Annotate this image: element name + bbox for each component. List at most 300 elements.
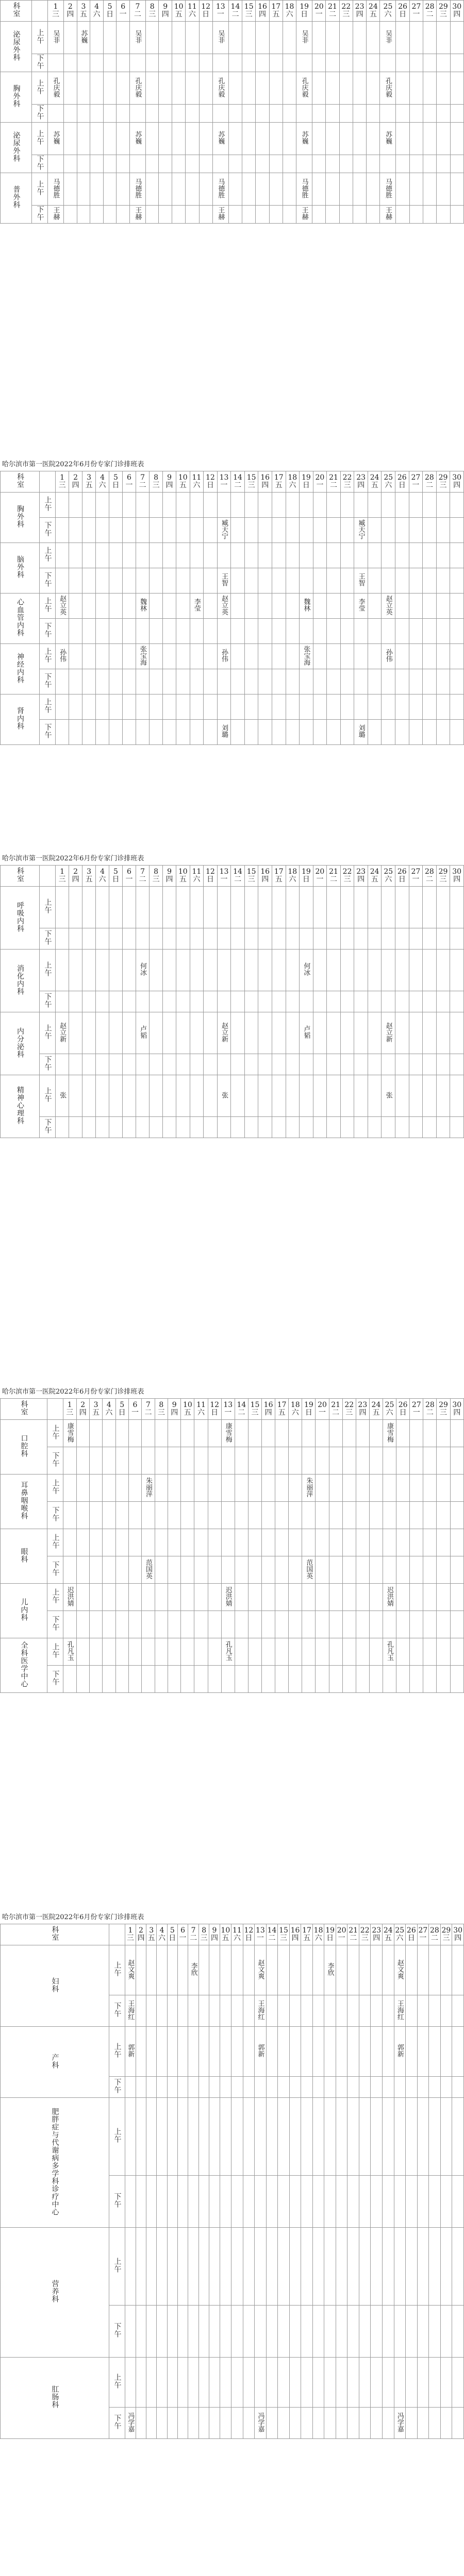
schedule-cell (243, 2228, 255, 2306)
schedule-cell (244, 928, 258, 950)
schedule-cell (289, 1611, 302, 1638)
schedule-cell (163, 720, 176, 745)
date-number: 25 (385, 1401, 394, 1409)
schedule-cell (258, 991, 272, 1012)
date-number: 9 (167, 473, 172, 482)
pm-label-cell (47, 1556, 63, 1584)
date-header (176, 866, 190, 887)
pm-label: 下午 (113, 2193, 122, 2208)
schedule-cell (380, 123, 396, 155)
date-number: 2 (68, 3, 73, 11)
date-number: 20 (318, 1401, 327, 1409)
schedule-cell (82, 991, 96, 1012)
schedule-cell (283, 105, 296, 123)
schedule-cell (255, 2077, 267, 2098)
schedule-cell (450, 694, 464, 720)
am-label: 上午 (36, 180, 44, 196)
schedule-cell (395, 644, 409, 669)
schedule-cell (410, 1447, 423, 1475)
schedule-cell (242, 22, 256, 54)
schedule-cell (77, 22, 90, 54)
schedule-cell (128, 1447, 141, 1475)
schedule-cell (243, 1995, 255, 2027)
weekday: 五 (275, 875, 283, 884)
schedule-cell (168, 1502, 181, 1529)
schedule-cell (163, 518, 176, 543)
date-header (190, 866, 204, 887)
schedule-cell (256, 206, 269, 224)
schedule-cell (354, 568, 368, 594)
schedule-cell (436, 669, 450, 694)
schedule-cell (301, 2408, 313, 2439)
schedule-cell (382, 928, 395, 950)
schedule-cell (145, 173, 159, 206)
schedule-cell (63, 1420, 77, 1447)
date-number: 8 (154, 868, 159, 876)
schedule-cell (167, 1995, 177, 2027)
date-header (383, 1399, 396, 1420)
schedule-cell (450, 72, 463, 105)
schedule-cell (256, 72, 269, 105)
schedule-cell (181, 1475, 194, 1502)
schedule-cell (286, 669, 300, 694)
date-number: 21 (329, 868, 338, 876)
schedule-cell (64, 123, 77, 155)
schedule-cell (275, 1447, 289, 1475)
table-row (1, 1447, 464, 1475)
schedule-cell (208, 1420, 221, 1447)
date-number: 6 (127, 868, 131, 876)
am-label-cell (40, 594, 56, 619)
date-number: 17 (302, 1926, 311, 1935)
schedule-cell (163, 669, 176, 694)
schedule-cell (452, 1995, 464, 2027)
date-header (199, 1924, 209, 1945)
schedule-cell (231, 493, 245, 518)
weekday: 四 (453, 1409, 461, 1417)
pm-label: 下午 (51, 1561, 60, 1577)
schedule-cell (199, 1995, 209, 2027)
schedule-cell (168, 1420, 181, 1447)
schedule-cell (395, 720, 409, 745)
weekday: 二 (332, 1409, 340, 1417)
schedule-cell (231, 887, 245, 928)
table-row (1, 1529, 464, 1556)
schedule-cell (208, 1529, 221, 1556)
doctor-name: 吴非 (384, 30, 392, 43)
schedule-cell (327, 887, 341, 928)
pm-label: 下午 (113, 2002, 122, 2018)
doctor-name: 王赫 (300, 207, 308, 220)
schedule-cell (339, 173, 353, 206)
schedule-cell (117, 22, 130, 54)
doctor-name: 赵立新 (384, 1022, 392, 1042)
schedule-cell (256, 155, 269, 173)
pm-label: 下午 (113, 2323, 122, 2338)
schedule-cell (77, 155, 90, 173)
schedule-cell (395, 594, 409, 619)
schedule-cell (409, 1012, 423, 1054)
schedule-cell (313, 669, 327, 694)
schedule-cell (316, 1529, 329, 1556)
schedule-cell (396, 72, 409, 105)
schedule-cell (220, 2408, 231, 2439)
schedule-cell (96, 493, 109, 518)
weekday: 一 (125, 481, 133, 489)
schedule-cell (417, 2408, 429, 2439)
schedule-cell (243, 2027, 255, 2077)
schedule-cell (437, 1584, 450, 1611)
schedule-cell (342, 1611, 356, 1638)
pm-label-cell (40, 928, 56, 950)
date-number: 28 (429, 1926, 439, 1935)
schedule-cell (136, 2077, 146, 2098)
schedule-cell (354, 950, 368, 991)
date-number: 2 (73, 868, 78, 876)
schedule-cell (142, 1475, 155, 1502)
schedule-cell (383, 2228, 394, 2306)
schedule-cell (142, 1447, 155, 1475)
weekday: 二 (238, 1409, 245, 1417)
schedule-cell (209, 2228, 220, 2306)
schedule-cell (159, 123, 172, 155)
schedule-cell (437, 1447, 450, 1475)
schedule-cell (235, 1638, 248, 1666)
date-number: 16 (258, 3, 267, 11)
schedule-cell (168, 1584, 181, 1611)
schedule-cell (56, 594, 69, 619)
schedule-cell (340, 594, 354, 619)
schedule-cell (300, 568, 313, 594)
date-number: 16 (260, 868, 270, 876)
dept-header-label: 科室 (51, 1926, 59, 1941)
schedule-cell (395, 493, 409, 518)
date-number: 18 (285, 3, 294, 11)
weekday: 六 (98, 875, 106, 884)
date-number: 5 (107, 3, 112, 11)
schedule-cell (286, 543, 300, 568)
schedule-cell (82, 568, 96, 594)
schedule-cell (342, 1584, 356, 1611)
schedule-cell (96, 1075, 109, 1117)
schedule-cell (417, 2358, 429, 2408)
schedule-cell (163, 594, 176, 619)
schedule-cell (316, 1502, 329, 1529)
schedule-cell (255, 2228, 267, 2306)
weekday: 日 (301, 10, 308, 19)
schedule-cell (242, 54, 256, 72)
date-number: 13 (216, 3, 225, 11)
schedule-cell (269, 155, 283, 173)
date-header (369, 1399, 383, 1420)
weekday: 五 (85, 481, 93, 489)
schedule-cell (136, 2098, 146, 2176)
schedule-cell (327, 568, 341, 594)
schedule-cell (258, 1075, 272, 1117)
schedule-cell (159, 206, 172, 224)
date-number: 17 (277, 1401, 287, 1409)
schedule-cell (354, 1054, 368, 1075)
schedule-cell (117, 54, 130, 72)
date-number: 3 (87, 868, 92, 876)
schedule-cell (103, 1475, 115, 1502)
date-header (326, 1, 339, 22)
schedule-cell (115, 1611, 128, 1638)
schedule-cell (177, 2027, 188, 2077)
schedule-cell (437, 155, 450, 173)
schedule-cell (302, 1529, 316, 1556)
dept-name-cell (1, 1584, 47, 1638)
schedule-cell (231, 720, 245, 745)
schedule-cell (90, 173, 104, 206)
pm-label-cell (109, 2176, 125, 2228)
date-number: 26 (398, 3, 408, 11)
schedule-cell (243, 2176, 255, 2228)
schedule-cell (103, 1420, 115, 1447)
pm-label-cell (40, 518, 56, 543)
schedule-cell (423, 669, 437, 694)
date-header (396, 1, 409, 22)
schedule-cell (289, 1584, 302, 1611)
schedule-cell (286, 720, 300, 745)
date-header (278, 1924, 290, 1945)
schedule-cell (48, 173, 64, 206)
schedule-cell (353, 206, 366, 224)
date-number: 11 (196, 1401, 206, 1409)
schedule-cell (258, 669, 272, 694)
schedule-cell (244, 543, 258, 568)
schedule-cell (409, 105, 423, 123)
schedule-cell (209, 2077, 220, 2098)
table-row (1, 1117, 464, 1138)
schedule-cell (56, 928, 69, 950)
schedule-cell (300, 694, 313, 720)
schedule-cell (212, 105, 228, 123)
schedule-cell (272, 991, 286, 1012)
schedule-cell (231, 2176, 243, 2228)
schedule-cell (394, 2358, 406, 2408)
pm-label: 下午 (43, 673, 52, 688)
schedule-cell (109, 694, 123, 720)
schedule-cell (82, 887, 96, 928)
schedule-cell (194, 1638, 208, 1666)
schedule-cell (371, 2098, 383, 2176)
schedule-cell (176, 619, 190, 644)
schedule-cell (327, 991, 341, 1012)
schedule-cell (283, 123, 296, 155)
schedule-cell (437, 1502, 450, 1529)
schedule-cell (395, 619, 409, 644)
am-label: 上午 (36, 130, 44, 145)
date-number: 28 (425, 1401, 435, 1409)
schedule-cell (296, 22, 312, 54)
am-label-cell (40, 493, 56, 518)
schedule-cell (172, 173, 186, 206)
schedule-cell (190, 950, 204, 991)
schedule-cell (340, 568, 354, 594)
schedule-cell (176, 694, 190, 720)
schedule-cell (329, 1420, 342, 1447)
doctor-name: 苏巍 (52, 131, 60, 144)
weekday: 一 (316, 481, 324, 489)
schedule-cell (409, 123, 423, 155)
schedule-cell (136, 2358, 146, 2408)
weekday: 六 (158, 1934, 166, 1942)
schedule-cell (76, 1502, 89, 1529)
table-row (1, 568, 464, 594)
schedule-cell (231, 594, 245, 619)
doctor-name: 张宝海 (302, 645, 310, 666)
schedule-cell (136, 1995, 146, 2027)
schedule-cell (359, 1945, 371, 1995)
date-number: 16 (260, 473, 270, 482)
schedule-cell (356, 1556, 369, 1584)
weekday: 五 (275, 481, 283, 489)
date-header (150, 866, 163, 887)
schedule-cell (231, 1054, 245, 1075)
schedule-cell (368, 928, 382, 950)
weekday: 一 (412, 10, 420, 19)
weekday: 一 (179, 1934, 187, 1942)
schedule-cell (436, 493, 450, 518)
schedule-cell (339, 206, 353, 224)
date-number: 7 (140, 473, 145, 482)
schedule-cell (136, 887, 149, 928)
schedule-cell (423, 22, 437, 54)
schedule-cell (176, 950, 190, 991)
schedule-cell (231, 2077, 243, 2098)
weekday: 四 (258, 10, 266, 19)
schedule-cell (452, 2358, 464, 2408)
weekday: 一 (412, 875, 420, 884)
date-header (437, 1399, 450, 1420)
schedule-cell (128, 1584, 141, 1611)
date-header (123, 471, 136, 493)
schedule-cell (266, 2408, 278, 2439)
schedule-cell (155, 1447, 168, 1475)
schedule-cell (302, 1502, 316, 1529)
weekday: 四 (165, 481, 173, 489)
schedule-cell (371, 2306, 383, 2358)
pm-label-cell (40, 1054, 56, 1075)
schedule-cell (312, 173, 326, 206)
doctor-name: 孔凡玉 (224, 1640, 232, 1661)
schedule-cell (125, 2098, 136, 2176)
dept-header (1, 1, 32, 22)
date-header (248, 1399, 261, 1420)
weekday: 五 (179, 481, 187, 489)
schedule-cell (103, 155, 117, 173)
schedule-cell (190, 1117, 204, 1138)
schedule-cell (395, 669, 409, 694)
schedule-cell (410, 1420, 423, 1447)
schedule-cell (340, 720, 354, 745)
date-number: 15 (244, 3, 254, 11)
schedule-cell (168, 1666, 181, 1693)
schedule-cell (302, 1420, 316, 1447)
schedule-cell (371, 2027, 383, 2077)
schedule-cell (336, 2228, 347, 2306)
doctor-name: 冯学嘉 (126, 2412, 135, 2432)
schedule-cell (312, 22, 326, 54)
schedule-cell (394, 2228, 406, 2306)
date-header (115, 1399, 128, 1420)
date-header (347, 1924, 359, 1945)
schedule-cell (90, 22, 104, 54)
schedule-cell (89, 1529, 102, 1556)
date-header (423, 1399, 437, 1420)
schedule-cell (382, 669, 395, 694)
schedule-cell (452, 2176, 464, 2228)
schedule-cell (167, 2077, 177, 2098)
schedule-cell (342, 1638, 356, 1666)
date-header (157, 1924, 167, 1945)
schedule-cell (221, 1502, 235, 1529)
schedule-cell (423, 887, 437, 928)
schedule-cell (190, 1075, 204, 1117)
schedule-cell (286, 694, 300, 720)
date-header (204, 866, 218, 887)
schedule-cell (278, 2176, 290, 2228)
schedule-cell (272, 493, 286, 518)
weekday: 日 (302, 481, 310, 489)
date-number: 9 (163, 3, 168, 11)
schedule-cell (326, 54, 339, 72)
dept-name-cell (1, 72, 32, 123)
schedule-cell (204, 619, 218, 644)
schedule-cell (82, 594, 96, 619)
table-row (1, 1420, 464, 1447)
schedule-cell (194, 1529, 208, 1556)
schedule-cell (289, 2098, 301, 2176)
schedule-cell (395, 1012, 409, 1054)
schedule-cell (436, 518, 450, 543)
date-header (190, 471, 204, 493)
schedule-cell (159, 173, 172, 206)
schedule-cell (383, 1666, 396, 1693)
schedule-cell (326, 155, 339, 173)
schedule-cell (327, 694, 341, 720)
schedule-cell (312, 72, 326, 105)
schedule-cell (217, 619, 231, 644)
weekday: 四 (357, 481, 365, 489)
schedule-cell (396, 1447, 410, 1475)
doctor-name: 卢韬 (302, 1025, 310, 1039)
schedule-cell (329, 1475, 342, 1502)
schedule-cell (326, 123, 339, 155)
weekday: 日 (202, 10, 210, 19)
schedule-cell (324, 1945, 336, 1995)
table-row (1, 1012, 464, 1054)
pm-label-cell (40, 991, 56, 1012)
dept-header-label: 科室 (12, 2, 21, 18)
schedule-cell (199, 1945, 209, 1995)
date-number: 28 (425, 473, 434, 482)
schedule-cell (228, 155, 242, 173)
schedule-cell (450, 887, 464, 928)
dept-name-cell (1, 1420, 47, 1475)
schedule-cell (136, 1012, 149, 1054)
date-header (354, 866, 368, 887)
table-row (1, 518, 464, 543)
schedule-cell (396, 1475, 410, 1502)
schedule-cell (313, 1012, 327, 1054)
schedule-cell (220, 2077, 231, 2098)
doctor-name: 王赫 (52, 207, 60, 220)
schedule-cell (340, 644, 354, 669)
doctor-name: 马德胜 (300, 178, 308, 198)
date-header (339, 1, 353, 22)
